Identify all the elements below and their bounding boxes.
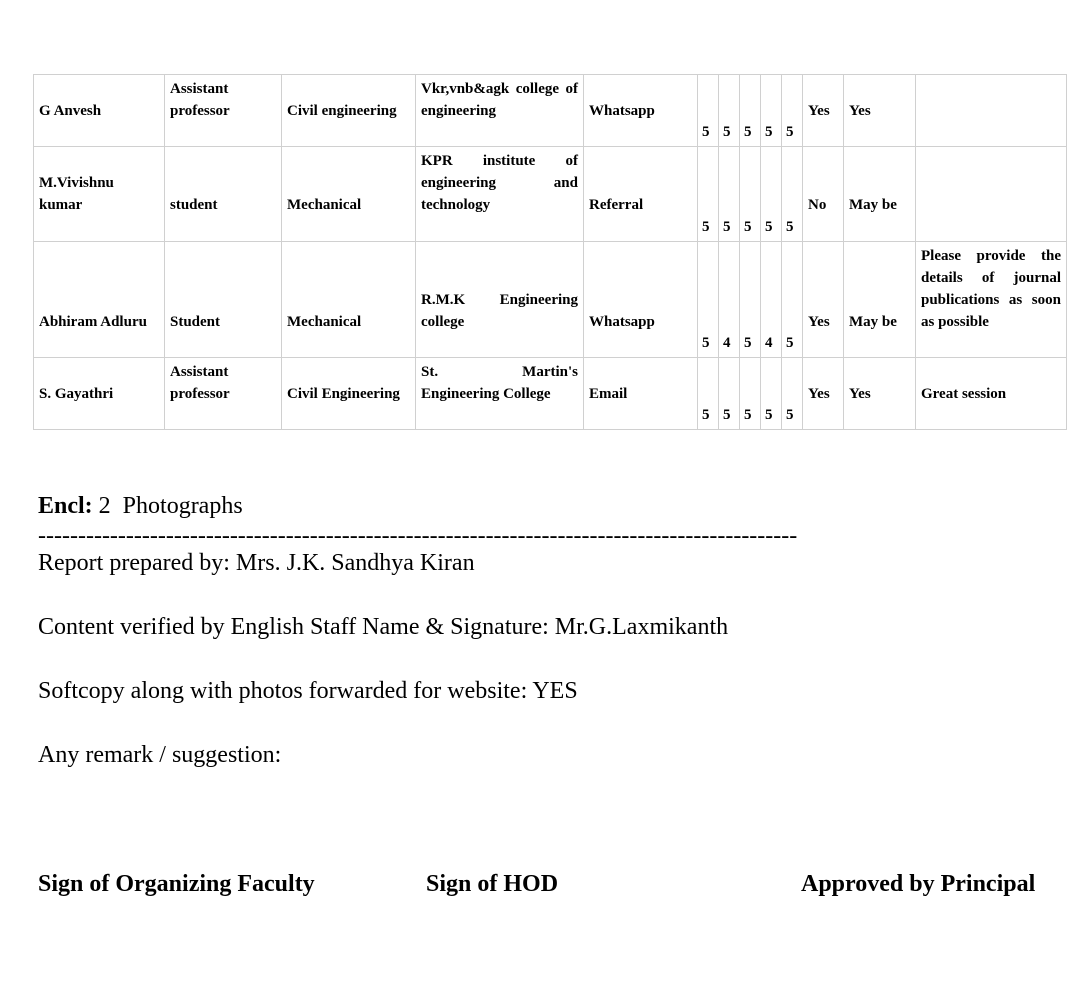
- participant-department: Mechanical: [282, 242, 416, 358]
- table-row: [34, 75, 1067, 147]
- verified-by: Content verified by English Staff Name & Signature: Mr.G.Laxmikanth: [38, 614, 729, 640]
- table-row: [34, 147, 1067, 242]
- participant-name: G Anvesh: [34, 75, 165, 147]
- rating-cell: 5: [782, 242, 803, 358]
- participant-department: Civil Engineering: [282, 358, 416, 430]
- participant-name: M.Vivishnu kumar: [34, 147, 165, 242]
- answer-cell: May be: [844, 242, 916, 358]
- feedback-table: [33, 74, 1067, 430]
- rating-cell: 5: [761, 147, 782, 242]
- rating-cell: 5: [782, 75, 803, 147]
- separator-line: -----------------------------------------------------------------------------------------------: [38, 523, 798, 549]
- sign-hod: Sign of HOD: [426, 871, 559, 897]
- answer-cell: Yes: [844, 358, 916, 430]
- participant-college: KPR institute of engineering and technology: [416, 147, 584, 242]
- remark-cell: [916, 147, 1067, 242]
- rating-cell: 4: [761, 242, 782, 358]
- answer-cell: Yes: [803, 242, 844, 358]
- rating-cell: 5: [740, 75, 761, 147]
- rating-cell: 5: [698, 147, 719, 242]
- participant-source: Whatsapp: [584, 242, 698, 358]
- rating-cell: 5: [698, 75, 719, 147]
- rating-cell: 5: [698, 358, 719, 430]
- participant-college: Vkr,vnb&agk college of engineering: [416, 75, 584, 147]
- participant-department: Mechanical: [282, 147, 416, 242]
- rating-cell: 4: [719, 242, 740, 358]
- rating-cell: 5: [782, 358, 803, 430]
- rating-cell: 5: [719, 358, 740, 430]
- rating-cell: 5: [740, 147, 761, 242]
- participant-designation: Student: [165, 242, 282, 358]
- remark-cell: Please provide the details of journal publications as soon as possible: [916, 242, 1067, 358]
- rating-cell: 5: [740, 358, 761, 430]
- participant-designation: Assistant professor: [165, 75, 282, 147]
- enclosure-value: 2 Photographs: [92, 493, 243, 519]
- remark-cell: Great session: [916, 358, 1067, 430]
- participant-college: R.M.K Engineering college: [416, 242, 584, 358]
- participant-college: St. Martin's Engineering College: [416, 358, 584, 430]
- sign-organizing-faculty: Sign of Organizing Faculty: [38, 871, 315, 897]
- participant-name: Abhiram Adluru: [34, 242, 165, 358]
- rating-cell: 5: [761, 358, 782, 430]
- participant-department: Civil engineering: [282, 75, 416, 147]
- participant-designation: student: [165, 147, 282, 242]
- rating-cell: 5: [740, 242, 761, 358]
- answer-cell: No: [803, 147, 844, 242]
- participant-source: Whatsapp: [584, 75, 698, 147]
- answer-cell: May be: [844, 147, 916, 242]
- prepared-by: Report prepared by: Mrs. J.K. Sandhya Kiran: [38, 550, 475, 576]
- table-row: [34, 358, 1067, 430]
- participant-name: S. Gayathri: [34, 358, 165, 430]
- enclosure-line: [38, 492, 243, 520]
- rating-cell: 5: [719, 75, 740, 147]
- table-row: [34, 242, 1067, 358]
- participant-source: Referral: [584, 147, 698, 242]
- answer-cell: Yes: [803, 75, 844, 147]
- rating-cell: 5: [761, 75, 782, 147]
- answer-cell: Yes: [803, 358, 844, 430]
- rating-cell: 5: [698, 242, 719, 358]
- remark-label: Any remark / suggestion:: [38, 742, 282, 768]
- rating-cell: 5: [719, 147, 740, 242]
- remark-cell: [916, 75, 1067, 147]
- participant-source: Email: [584, 358, 698, 430]
- softcopy-status: Softcopy along with photos forwarded for website: YES: [38, 678, 578, 704]
- approved-by-principal: Approved by Principal: [801, 871, 1036, 897]
- participant-designation: Assistant professor: [165, 358, 282, 430]
- enclosure-label: Encl:: [38, 493, 93, 519]
- answer-cell: Yes: [844, 75, 916, 147]
- rating-cell: 5: [782, 147, 803, 242]
